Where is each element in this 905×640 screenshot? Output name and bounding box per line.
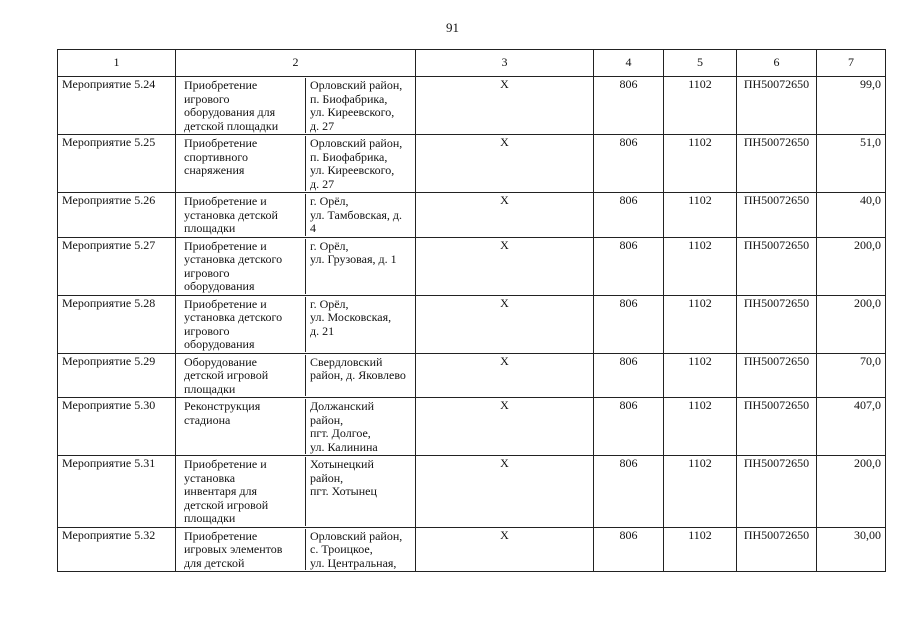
event-address: Орловский район, п. Биофабрика, ул. Киреевского, д. 27 (310, 136, 403, 191)
header-cell: 5 (664, 50, 737, 77)
table-row (58, 456, 886, 528)
header-cell: 1 (58, 50, 176, 77)
description-cell (176, 237, 416, 295)
budget-table (57, 49, 886, 572)
col4-cell: 806 (594, 295, 664, 353)
event-name: Приобретение и установка детской площадки (180, 194, 306, 236)
col4-cell: 806 (594, 135, 664, 193)
col7-cell: 51,0 (817, 135, 886, 193)
description-cell (176, 527, 416, 572)
col5-cell: 1102 (664, 237, 737, 295)
description-cell (176, 353, 416, 398)
event-name: Приобретение и установка детского игрового оборудования (180, 297, 306, 352)
col3-cell: Х (416, 193, 594, 238)
table-row (58, 353, 886, 398)
table-row (58, 527, 886, 572)
col6-cell: ПН50072650 (737, 398, 817, 456)
event-address: Орловский район, с. Троицкое, ул. Центральная, (310, 528, 403, 570)
description-cell (176, 77, 416, 135)
event-cell: Мероприятие 5.24 (58, 77, 176, 135)
col7-cell: 200,0 (817, 456, 886, 528)
col3-cell: Х (416, 527, 594, 572)
event-address: Хотынецкий район, пгт. Хотынец (310, 457, 377, 498)
col3-cell: Х (416, 237, 594, 295)
col3-cell: Х (416, 135, 594, 193)
page-number: 91 (446, 20, 459, 35)
event-name: Оборудование детской игровой площадки (180, 355, 306, 397)
event-address: Орловский район, п. Биофабрика, ул. Киреевского, д. 27 (310, 78, 403, 133)
event-address: Должанский район, пгт. Долгое, ул. Калинина (310, 399, 378, 454)
table-row (58, 193, 886, 238)
header-cell: 6 (737, 50, 817, 77)
col6-cell: ПН50072650 (737, 527, 817, 572)
header-cell: 3 (416, 50, 594, 77)
col5-cell: 1102 (664, 456, 737, 528)
event-address: г. Орёл, ул. Грузовая, д. 1 (310, 238, 397, 266)
col4-cell: 806 (594, 193, 664, 238)
event-cell: Мероприятие 5.32 (58, 527, 176, 572)
col4-cell: 806 (594, 398, 664, 456)
col5-cell: 1102 (664, 398, 737, 456)
col6-cell: ПН50072650 (737, 456, 817, 528)
col7-cell: 407,0 (817, 398, 886, 456)
header-row (58, 50, 886, 77)
col6-cell: ПН50072650 (737, 193, 817, 238)
col7-cell: 70,0 (817, 353, 886, 398)
event-address: г. Орёл, ул. Тамбовская, д. 4 (310, 194, 403, 235)
table-body (58, 77, 886, 572)
event-cell: Мероприятие 5.28 (58, 295, 176, 353)
event-cell: Мероприятие 5.29 (58, 353, 176, 398)
col4-cell: 806 (594, 527, 664, 572)
col6-cell: ПН50072650 (737, 135, 817, 193)
event-name: Приобретение игрового оборудования для детской площадки (180, 78, 306, 133)
header-cell: 7 (817, 50, 886, 77)
col5-cell: 1102 (664, 527, 737, 572)
event-name: Приобретение и установка инвентаря для детской игровой площадки (180, 457, 306, 526)
description-cell (176, 456, 416, 528)
col7-cell: 30,00 (817, 527, 886, 572)
col7-cell: 40,0 (817, 193, 886, 238)
description-cell (176, 295, 416, 353)
col4-cell: 806 (594, 456, 664, 528)
event-cell: Мероприятие 5.27 (58, 237, 176, 295)
header-cell: 4 (594, 50, 664, 77)
col4-cell: 806 (594, 237, 664, 295)
event-name: Приобретение спортивного снаряжения (180, 136, 306, 191)
col5-cell: 1102 (664, 193, 737, 238)
col6-cell: ПН50072650 (737, 77, 817, 135)
col3-cell: Х (416, 295, 594, 353)
table-row (58, 237, 886, 295)
col7-cell: 99,0 (817, 77, 886, 135)
event-cell: Мероприятие 5.31 (58, 456, 176, 528)
col6-cell: ПН50072650 (737, 237, 817, 295)
table-row (58, 295, 886, 353)
header-cell: 2 (176, 50, 416, 77)
col5-cell: 1102 (664, 295, 737, 353)
event-name: Приобретение игровых элементов для детской (180, 529, 306, 571)
col4-cell: 806 (594, 77, 664, 135)
event-address: Свердловский район, д. Яковлево (310, 354, 406, 382)
event-cell: Мероприятие 5.30 (58, 398, 176, 456)
event-address: г. Орёл, ул. Московская, д. 21 (310, 296, 392, 338)
col5-cell: 1102 (664, 77, 737, 135)
col3-cell: Х (416, 353, 594, 398)
event-name: Реконструкция стадиона (180, 399, 306, 454)
event-cell: Мероприятие 5.25 (58, 135, 176, 193)
col5-cell: 1102 (664, 353, 737, 398)
col3-cell: Х (416, 456, 594, 528)
description-cell (176, 135, 416, 193)
table-row (58, 398, 886, 456)
event-name: Приобретение и установка детского игрового оборудования (180, 239, 306, 294)
col5-cell: 1102 (664, 135, 737, 193)
col3-cell: Х (416, 77, 594, 135)
description-cell (176, 193, 416, 238)
col6-cell: ПН50072650 (737, 295, 817, 353)
col6-cell: ПН50072650 (737, 353, 817, 398)
table-row (58, 135, 886, 193)
description-cell (176, 398, 416, 456)
col3-cell: Х (416, 398, 594, 456)
col7-cell: 200,0 (817, 295, 886, 353)
col4-cell: 806 (594, 353, 664, 398)
event-cell: Мероприятие 5.26 (58, 193, 176, 238)
col7-cell: 200,0 (817, 237, 886, 295)
table-row (58, 77, 886, 135)
